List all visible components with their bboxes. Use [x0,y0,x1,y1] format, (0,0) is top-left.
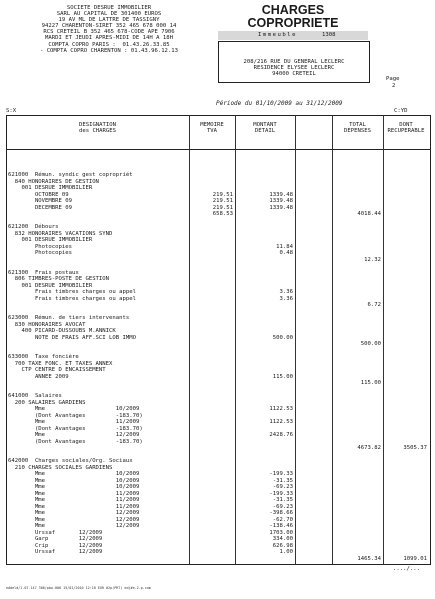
address-line-1: 208/216 RUE DU GENERAL LECLERC [243,59,345,65]
row-tot: 4673.82 [357,445,381,451]
row-d: 832 HONORAIRES VACATIONS SYND [8,230,113,237]
row-d: DECEMBRE 09 [8,204,72,211]
company-line: 19 AV ML DE LATTRE DE TASSIGNY [58,17,160,24]
row-d: NOVEMBRE 09 [8,198,72,204]
col-dont-2: RECUPERABLE [387,128,425,134]
company-line: 94227 CHARENTON-SIRET 352 465 678 000 14 [41,23,177,30]
row-mont: -31.35 [272,477,293,484]
period-line: Période du 01/10/2009 au 31/12/2009 [216,100,343,107]
code-left: S:X [6,108,17,114]
row-mont: -138.46 [269,523,293,529]
row-mont: 1122.53 [269,419,293,425]
col-montant-1: MONTANT [253,122,277,128]
row-mont: -199.33 [269,490,293,497]
row-tot: 12.32 [364,256,381,263]
row-mont: -31.35 [272,497,293,503]
row-d: Mme 11/2009 [8,503,140,510]
row-tot: 6.72 [367,302,381,308]
row-mont: -398.66 [269,510,293,516]
row-d: Urssaf 12/2009 [8,529,103,536]
row-d: 633000 Taxe foncière [8,354,79,360]
row-d: 001 DESRUE IMMOBILIER [8,282,93,289]
row-d: Mme 10/2009 [8,477,140,484]
row-d: 806 TIMBRES-POSTE DE GESTION [8,276,110,282]
building-number: 1308 [322,32,336,38]
row-d: 621000 Rémun. syndic gest copropriét [8,172,133,178]
company-line: - COMPTA COPRO CHARENTON : 01.43.96.12.13 [39,47,179,54]
row-mem: 658.53 [212,211,233,217]
building-address-box [218,41,370,83]
company-line: MARDI ET JEUDI APRES-MIDI DE 14H A 18H [45,35,173,42]
row-d: Garp 12/2009 [8,536,103,542]
code-right: C:YD [394,108,408,114]
row-d: 641000 Salaires [8,393,62,399]
col-total-1: TOTAL [349,122,366,128]
row-mont: 115.00 [272,373,293,380]
row-d: 623000 Rémun. de tiers intervenants [8,315,130,321]
row-mont: -199.33 [269,471,293,477]
company-line: RCS CRETEIL B 352 465 678-CODE APE 7906 [43,29,175,36]
row-tot: 500.00 [360,341,381,347]
row-d: Photocopies [8,243,72,250]
row-mont: 1703.00 [269,529,293,536]
row-mont: -62.70 [272,516,293,523]
row-tot: 1465.34 [357,555,381,562]
row-mont: 3.36 [279,289,293,295]
row-mont: 334.00 [272,536,293,542]
row-d: Mme 10/2009 [8,471,140,477]
col-total-2: DEPENSES [344,128,371,134]
row-tot: 4018.44 [357,211,381,217]
row-d: Frais timbres charges ou appel [8,295,136,302]
row-d: 700 TAXE FONC. ET TAXES ANNEX [8,360,113,367]
row-d: 001 DESRUE IMMOBILIER [8,237,93,243]
page-label: Page [386,76,400,82]
row-mem: 219.51 [212,191,233,198]
row-d: 210 CHARGES SOCIALES GARDIENS [8,464,113,471]
col-montant-2: DETAIL [254,128,276,134]
address-line-3: 94000 CRETEIL [272,71,316,77]
address-line-2: RESIDENCE ELYSEE LECLERC [253,65,335,71]
row-d: Crip 12/2009 [8,542,103,549]
footer-reference: eddeld/1.07.147 306/pbo-006 15/01/2010 12:10 EUR #2p(PRT) edj#e-2-p.com [6,586,151,590]
row-mont: 0.48 [279,250,293,256]
table-rows [0,172,435,562]
row-d: ANNEE 2009 [8,373,69,380]
row-mont: 11.84 [276,243,293,250]
row-mont: 1339.48 [269,204,293,211]
row-d: 642000 Charges sociales/Org. Sociaux [8,458,133,464]
row-d: Urssaf 12/2009 [8,549,103,555]
row-d: 840 HONORAIRES DE GESTION [8,178,99,185]
document-title-line2: COPROPRIETE [247,16,339,30]
row-d: Mme 12/2009 [8,523,140,529]
row-mont: 1.00 [279,549,293,555]
row-mont: 2428.76 [269,432,293,438]
row-d: Mme 11/2009 [8,490,140,497]
row-d: Mme 10/2009 [8,484,140,490]
row-mont: 1339.48 [269,198,293,204]
col-designation-1: DESIGNATION [78,122,117,128]
row-mem: 219.51 [212,198,233,204]
row-mont: -69.23 [272,484,293,490]
row-d: 621300 Frais postaux [8,269,79,276]
continuation-marker: ..../... [393,566,420,572]
row-d: Mme 11/2009 [8,497,140,503]
row-mont: 3.36 [279,295,293,302]
row-d: 001 DESRUE IMMOBILIER [8,185,93,191]
row-mont: 500.00 [272,334,293,341]
row-tot: 115.00 [360,380,381,386]
row-d: Mme 11/2009 [8,419,140,425]
row-d: 830 HONORAIRES AVOCAT [8,321,86,328]
row-d: Mme 12/2009 [8,510,140,516]
row-mem: 219.51 [212,204,233,211]
page-number: 2 [392,83,396,89]
row-d: Frais timbres charges ou appel [8,289,136,295]
col-dont-1: DONT [399,122,413,128]
building-number-bar [218,31,368,40]
document-title-line1: CHARGES [261,3,325,17]
row-d: OCTOBRE 09 [8,191,69,198]
row-dont: 1099.01 [403,555,427,562]
row-mont: 626.98 [272,542,293,549]
row-mont: 1339.48 [269,191,293,198]
row-d: NOTE DE FRAIS AFF.SCI LOB IMMO [8,334,136,341]
row-d: Mme 12/2009 [8,432,140,438]
row-d: (Dont Avantages -183.70) [8,412,143,419]
company-line: SOCIETE DESRUE IMMOBILIER [66,5,152,11]
company-line: COMPTA COPRO PARIS : 01.43.26.33.85 [48,41,170,48]
row-d: CTP CENTRE D ENCAISSEMENT [8,367,106,373]
row-d: 621200 Débours [8,224,59,230]
col-memoire-1: MEMOIRE [200,122,224,128]
row-dont: 3505.37 [403,445,427,451]
row-mont: -69.23 [272,503,293,510]
row-mont: 1122.53 [269,406,293,412]
company-line: SARL AU CAPITAL DE 301400 EUROS [56,11,162,18]
row-d: (Dont Avantages -183.70) [8,425,143,432]
row-d: 200 SALAIRES GARDIENS [8,399,86,406]
row-d: Photocopies [8,250,72,256]
row-d: 400 PICARD-DUSSOUBS M.ANNICK [8,328,116,334]
row-d: Mme 10/2009 [8,406,140,412]
row-d: (Dont Avantages -183.70) [8,438,143,445]
row-d: Mme 12/2009 [8,516,140,523]
col-designation-2: des CHARGES [78,128,117,134]
building-label: Immeuble [258,32,297,38]
company-header [14,5,204,54]
col-memoire-2: TVA [206,128,218,134]
